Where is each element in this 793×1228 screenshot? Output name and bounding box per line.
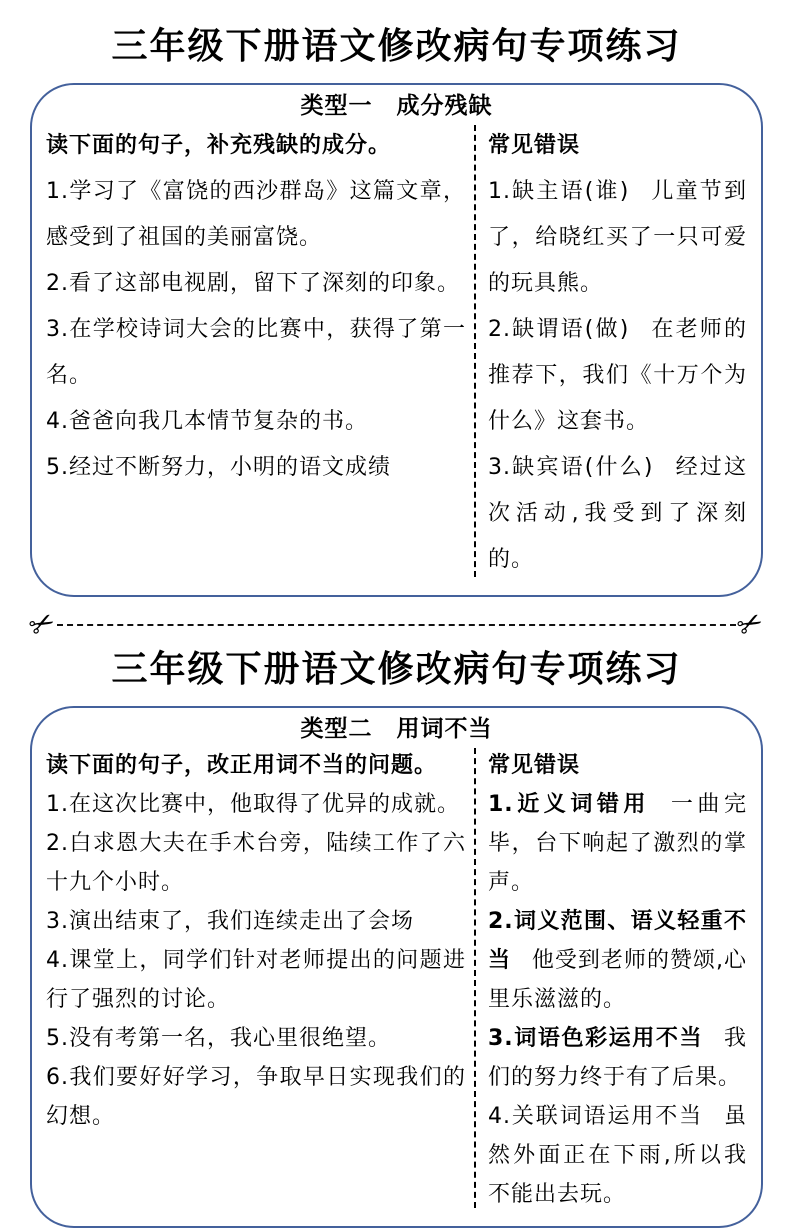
error-label: 1.近义词错用 — [488, 791, 650, 817]
error-label: 2.词义范围、语义轻重不当 — [488, 908, 747, 973]
error-label: 2.缺谓语(做) — [488, 316, 630, 342]
type1-section-heading: 类型一 成分残缺 — [300, 92, 493, 119]
error-text: 儿童节到了，给晓红买了一只可爱的玩具熊。 — [488, 178, 747, 296]
exercise-instructions: 读下面的句子，补充残缺的成分。 — [46, 132, 392, 158]
error-text: 虽然外面正在下雨,所以我不能出去玩。 — [488, 1103, 747, 1207]
type1-card-body — [46, 123, 747, 583]
type2-section-heading: 类型二 用词不当 — [300, 715, 493, 742]
exercise-instructions: 读下面的句子，改正用词不当的问题。 — [46, 752, 438, 778]
error-item — [488, 169, 747, 307]
errors-header: 常见错误 — [488, 132, 581, 158]
error-label: 3.缺宾语(什么) — [488, 454, 654, 480]
error-text: 在老师的推荐下，我们《十万个为什么》这套书。 — [488, 316, 747, 434]
exercise-sentence: 3.演出结束了，我们连续走出了会场 — [46, 908, 414, 934]
cut-line — [23, 603, 770, 646]
scissors-icon: ✂ — [730, 603, 770, 646]
type2-errors-column — [476, 746, 747, 1214]
error-item — [488, 902, 747, 1019]
type2-exercise-column — [46, 746, 474, 1214]
error-label: 1.缺主语(谁) — [488, 178, 630, 204]
error-item — [488, 785, 747, 902]
exercise-sentence: 6.我们要好好学习，争取早日实现我们的幻想。 — [46, 1064, 466, 1129]
error-item — [488, 307, 747, 445]
type2-card — [30, 706, 763, 1228]
exercise-sentence: 1.学习了《富饶的西沙群岛》这篇文章，感受到了祖国的美丽富饶。 — [46, 178, 466, 250]
exercise-sentence: 1.在这次比赛中，他取得了优异的成就。 — [46, 791, 460, 817]
type1-exercise-column — [46, 123, 474, 583]
error-item — [488, 1097, 747, 1214]
scissors-icon: ✂ — [23, 603, 62, 646]
error-label: 4.关联词语运用不当 — [488, 1103, 704, 1129]
error-text: 一曲完毕，台下响起了激烈的掌声。 — [488, 791, 747, 895]
type1-errors-column — [476, 123, 747, 583]
error-item — [488, 445, 747, 583]
exercise-sentence: 5.经过不断努力，小明的语文成绩 — [46, 454, 391, 480]
exercise-sentence: 2.白求恩大夫在手术台旁，陆续工作了六十九个小时。 — [46, 830, 466, 895]
exercise-sentence: 2.看了这部电视剧，留下了深刻的印象。 — [46, 270, 460, 296]
type1-card — [30, 83, 763, 597]
page-title: 三年级下册语文修改病句专项练习 — [111, 26, 682, 67]
error-item — [488, 1019, 747, 1097]
type2-card-body — [46, 746, 747, 1214]
exercise-sentence: 3.在学校诗词大会的比赛中，获得了第一名。 — [46, 316, 466, 388]
error-text: 他受到老师的赞颂,心里乐滋滋的。 — [488, 947, 747, 1012]
errors-header: 常见错误 — [488, 752, 581, 778]
exercise-sentence: 5.没有考第一名，我心里很绝望。 — [46, 1025, 391, 1051]
exercise-sentence: 4.爸爸向我几本情节复杂的书。 — [46, 408, 368, 434]
error-text: 我们的努力终于有了后果。 — [488, 1025, 747, 1090]
error-label: 3.词语色彩运用不当 — [488, 1025, 704, 1051]
page-title: 三年级下册语文修改病句专项练习 — [111, 648, 682, 690]
exercise-sentence: 4.课堂上，同学们针对老师提出的问题进行了强烈的讨论。 — [46, 947, 466, 1012]
error-text: 经过这次活动,我受到了深刻的。 — [488, 454, 747, 572]
cut-dashes — [57, 624, 736, 626]
